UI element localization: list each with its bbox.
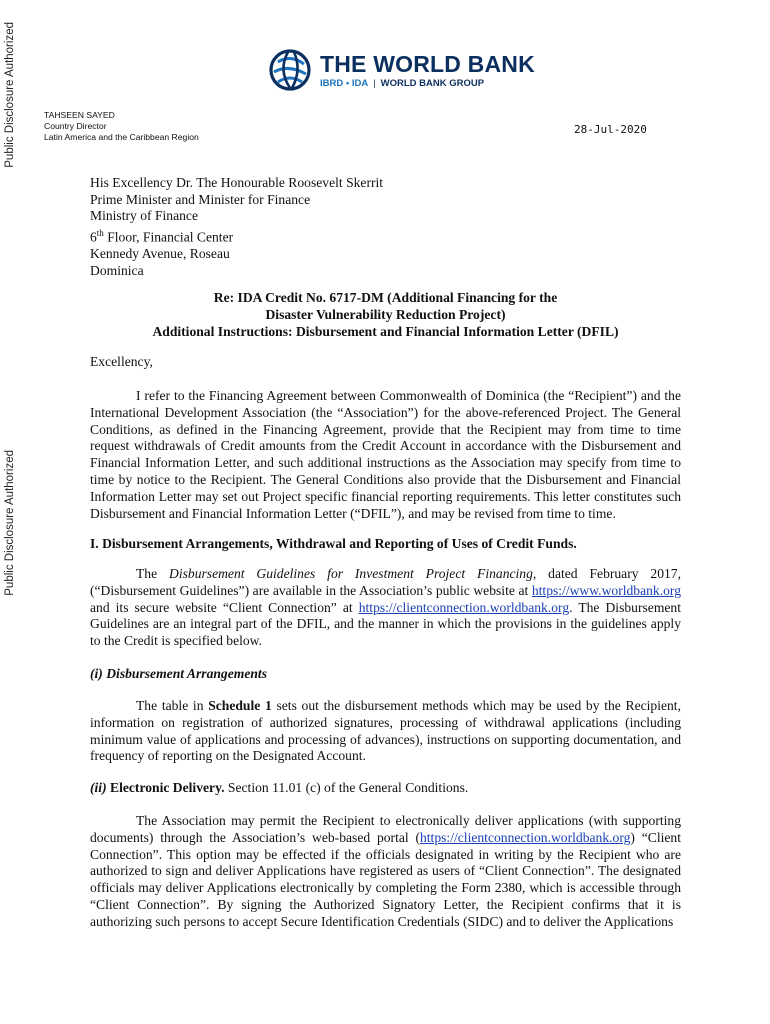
logo-wordmark: THE WORLD BANK (320, 50, 535, 77)
schedule-paragraph (90, 698, 681, 765)
schedule-reference: Schedule 1 (208, 698, 272, 713)
logo-subline (320, 77, 535, 90)
side-disclosure-label-middle: Public Disclosure Authorized (4, 450, 16, 596)
salutation: Excellency, (90, 354, 153, 369)
para-text: The table in (136, 698, 209, 713)
addressee-block (90, 175, 383, 279)
intro-paragraph: I refer to the Financing Agreement between Commonwealth of Dominica (the “Recipient”) and the International Development Association (the “Association”) for the above-referenced Project. The General Conditions, as defined in the Financing Agreement, provide that the Recipient may from time to time request withdrawals of Credit amounts from the Credit Account in accordance with the Disbursement and Financial Information Letter, and such additional instructions as the Association may specify from time to time by notice to the Recipient. The General Conditions also provide that the Disbursement and Financial Information Letter may set out Project specific financial reporting requirements. This letter constitutes such Disbursement and Financial Information Letter (“DFIL”), and may be revised from time to time. (90, 388, 681, 521)
subject-line: Additional Instructions: Disbursement and Financial Information Letter (DFIL) (152, 324, 619, 339)
subject-line: Re: IDA Credit No. 6717-DM (Additional Financing for the (213, 290, 558, 305)
client-connection-link[interactable]: https://clientconnection.worldbank.org (358, 599, 570, 615)
logo-separator: | (373, 77, 376, 89)
guidelines-title: Disbursement Guidelines for Investment Project Financing, (169, 566, 537, 581)
globe-logo-icon (268, 48, 312, 92)
para-text: The (136, 566, 170, 581)
sender-title: Country Director (44, 121, 107, 131)
section-heading-text: (i) Disbursement Arrangements (90, 666, 267, 681)
section-heading-electronic-delivery (90, 780, 468, 796)
letter-date: 28-Jul-2020 (574, 123, 647, 136)
section-number: (ii) (90, 780, 107, 795)
addressee-line: Kennedy Avenue, Roseau (90, 245, 230, 261)
floor-number: 6 (90, 229, 97, 245)
floor-rest: Floor, Financial Center (103, 229, 234, 245)
world-bank-logo (268, 44, 535, 96)
subject-block (90, 289, 681, 340)
addressee-line: His Excellency Dr. The Honourable Roosevelt Skerrit (90, 175, 384, 190)
para-text: ) “Client Connection”. This option may be effected if the officials designated in writing by the Recipient who are authorized to sign and deliver Applications have registered as users of “Client Connection”. The designated officials may deliver Applications electronically by completing the Form 2380, which is accessible through “Client Connection”. By signing the Authorized Signatory Letter, the Recipient confirms that it is authorizing such persons to accept Secure Identification Credentials (SIDC) and to deliver the Applications (90, 829, 681, 929)
subject-line: Disaster Vulnerability Reduction Project) (265, 307, 506, 322)
floor-suffix: th (96, 227, 104, 238)
section-heading-disbursement: I. Disbursement Arrangements, Withdrawal and Reporting of Uses of Credit Funds. (90, 536, 577, 551)
section-heading-arrangements (90, 666, 267, 682)
electronic-delivery-paragraph (90, 813, 681, 931)
worldbank-link[interactable]: https://www.worldbank.org (531, 582, 681, 598)
side-disclosure-label-top: Public Disclosure Authorized (4, 22, 16, 168)
addressee-line (90, 225, 383, 246)
client-connection-link[interactable]: https://clientconnection.worldbank.org (419, 829, 631, 845)
logo-world-bank-group: WORLD BANK GROUP (380, 77, 485, 89)
section-title: Electronic Delivery. (106, 780, 225, 795)
para-text: The Association may permit the Recipient to electronically deliver applications (with supporting documents) through the Association’s web-based portal ( (90, 813, 681, 845)
guidelines-paragraph (90, 566, 681, 650)
para-text: dated February 2017, (“Disbursement Guidelines”) are available in the Association’s public website at (90, 566, 681, 598)
addressee-line: Dominica (90, 262, 144, 278)
addressee-line: Ministry of Finance (90, 208, 198, 224)
sender-region: Latin America and the Caribbean Region (44, 132, 199, 142)
sender-name: TAHSEEN SAYED (44, 110, 115, 120)
para-text: . The Disbursement Guidelines are an integral part of the DFIL, and the manner in which the provisions in the guidelines apply to the Credit is specified below. (90, 599, 682, 649)
section-reference: Section 11.01 (c) of the General Conditions. (224, 780, 469, 795)
addressee-line: Prime Minister and Minister for Finance (90, 191, 311, 207)
logo-ibrd-ida: IBRD • IDA (320, 77, 369, 89)
para-text: and its secure website “Client Connection” at (90, 599, 359, 615)
para-text: sets out the disbursement methods which may be used by the Recipient, information on registration of authorized signatures, processing of withdrawal applications (including minimum value of applications and processing of advances), instructions on supporting documentation, and frequency of reporting on the Designated Account. (90, 698, 681, 764)
sender-block (44, 110, 199, 143)
